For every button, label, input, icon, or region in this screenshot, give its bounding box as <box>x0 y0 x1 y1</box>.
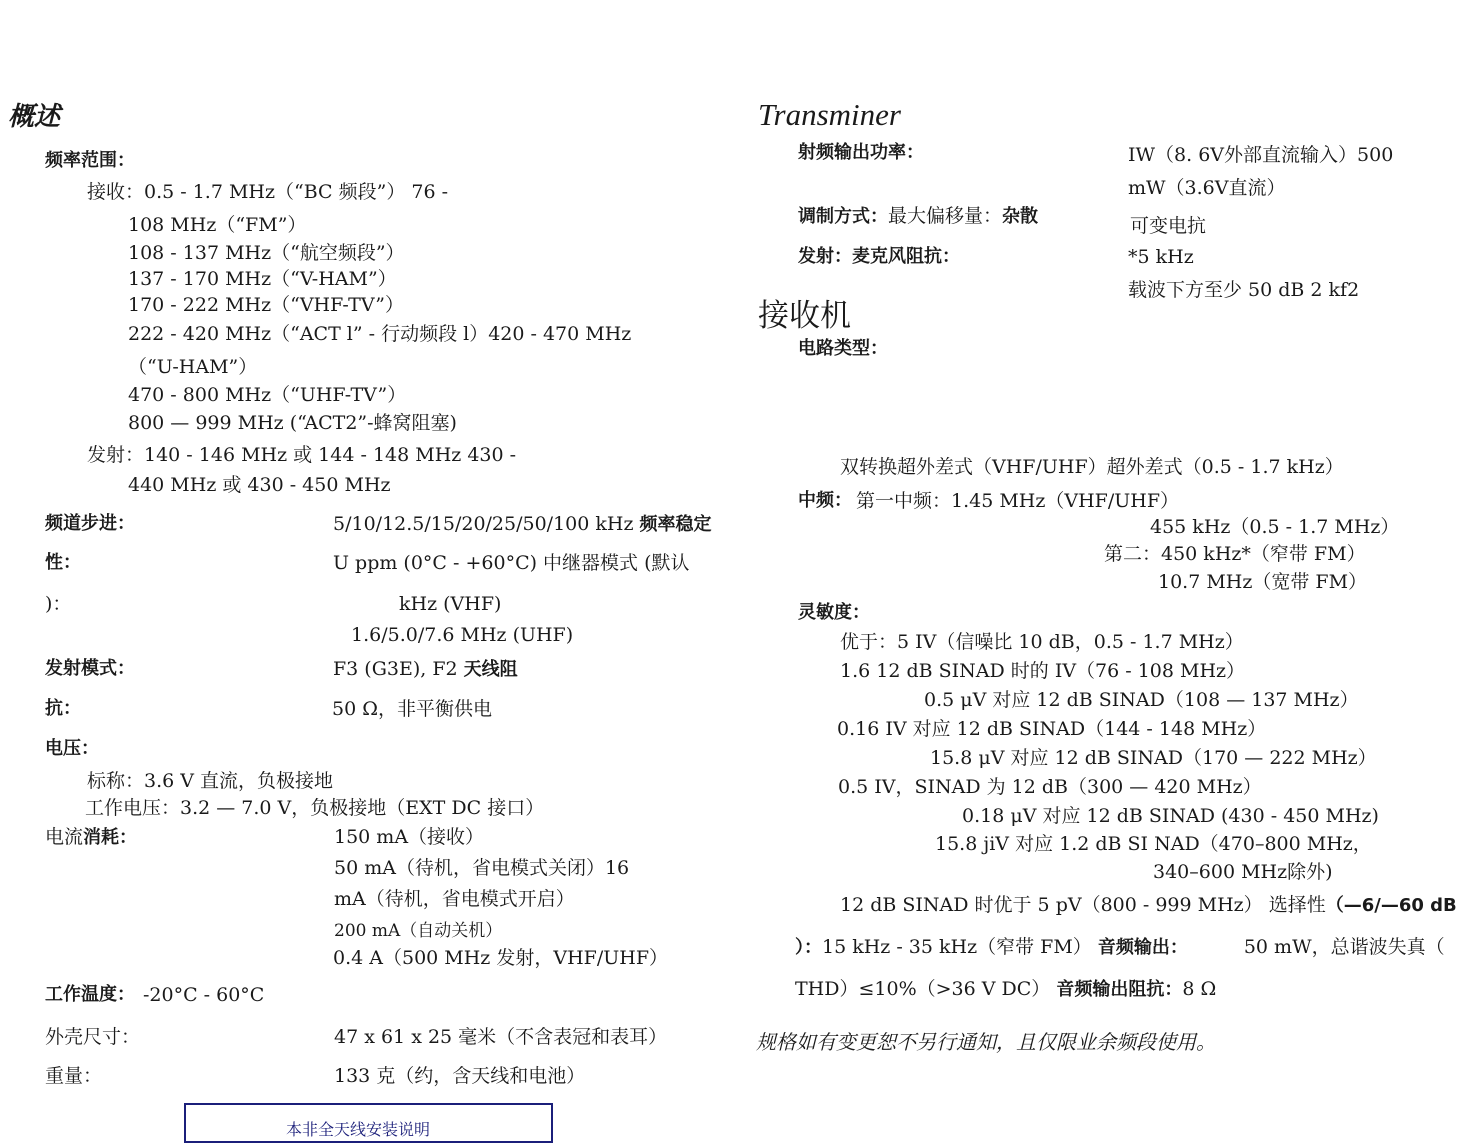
selectivity-label-end: ）： <box>795 937 822 958</box>
antenna-impedance-label-end: 抗： <box>45 698 81 719</box>
spurious-label: 杂散 <box>1002 206 1039 227</box>
circuit-type-value: 双转换超外差式（VHF/UHF）超外差式（0.5 - 1.7 kHz） <box>840 456 1344 478</box>
modulation-line <box>798 204 1038 229</box>
modulation-label: 调制方式： <box>798 206 888 227</box>
rx-range-line-9: 800 — 999 MHz (“ACT2”-蜂窝阻塞) <box>128 412 457 434</box>
section-heading-receiver: 接收机 <box>758 298 851 334</box>
sensitivity-5: 15.8 μV 对应 12 dB SINAD（170 — 222 MHz） <box>930 747 1377 769</box>
freq-stability-label-part: 频率稳定 <box>639 514 712 535</box>
audio-impedance-label: 音频输出阻抗： <box>1056 979 1183 1000</box>
rf-power-label: 射频输出功率： <box>798 142 924 163</box>
repeater-label-end: )： <box>45 593 72 615</box>
if-value-3: 第二：450 kHz*（窄带 FM） <box>1104 543 1366 565</box>
antenna-impedance-value: 50 Ω，非平衡供电 <box>332 698 492 720</box>
emission-mic-label: 发射：麦克风阻抗： <box>798 246 960 267</box>
channel-step-value <box>333 512 712 537</box>
disclaimer-note: 规格如有变更恕不另行通知，且仅限业余频段使用。 <box>756 1030 1216 1054</box>
weight-label: 重量： <box>45 1065 103 1087</box>
spurious-value: 载波下方至少 50 dB 2 kf2 <box>1128 279 1360 301</box>
audio-output-label: 音频输出： <box>1097 937 1188 958</box>
rf-power-value-2: mW（3.6V直流） <box>1128 177 1286 199</box>
current-label-bold: 消耗： <box>83 827 138 848</box>
modulation-value: 可变电抗 <box>1130 215 1207 237</box>
rx-range-line-4: 137 - 170 MHz（“V-HAM”） <box>128 268 397 290</box>
circuit-type-label: 电路类型： <box>798 338 888 359</box>
sensitivity-6: 0.5 IV，SINAD 为 12 dB（300 — 420 MHz） <box>838 776 1262 798</box>
section-heading-transmitter: Transminer <box>758 97 901 132</box>
thd-value: THD）≤10%（>36 V DC） <box>795 978 1057 1000</box>
current-value-2: 50 mA（待机，省电模式关闭）16 <box>334 857 630 879</box>
section-heading-overview: 概述 <box>8 102 61 132</box>
weight-value: 133 克（约，含天线和电池） <box>334 1065 586 1087</box>
sensitivity-2: 1.6 12 dB SINAD 时的 IV（76 - 108 MHz） <box>840 660 1246 682</box>
temp-label: 工作温度： <box>45 984 135 1005</box>
selectivity-label: （—6/—60 dB <box>1325 895 1457 916</box>
current-value-5: 0.4 A（500 MHz 发射，VHF/UHF） <box>333 947 668 969</box>
current-value-1: 150 mA（接收） <box>334 826 485 848</box>
sensitivity-10: 12 dB SINAD 时优于 5 pV（800 - 999 MHz） 选择性 <box>840 894 1326 916</box>
sensitivity-label: 灵敏度： <box>798 602 870 623</box>
rx-range-line-3: 108 - 137 MHz（“航空频段”） <box>128 242 405 264</box>
current-label-text: 电流 <box>45 826 84 848</box>
current-value-4: 200 mA（自动关机） <box>334 921 503 941</box>
sensitivity-4: 0.16 IV 对应 12 dB SINAD（144 - 148 MHz） <box>837 718 1267 740</box>
rx-range-line-1: 接收：0.5 - 1.7 MHz（“BC 频段”） 76 - <box>87 181 449 203</box>
repeater-value-uhf: 1.6/5.0/7.6 MHz (UHF) <box>351 624 574 646</box>
voltage-label: 电压： <box>45 738 99 759</box>
sensitivity-8: 15.8 jiV 对应 1.2 dB SI NAD（470–800 MHz， <box>935 833 1372 855</box>
tx-mode-label: 发射模式： <box>45 658 135 679</box>
rx-range-line-2: 108 MHz（“FM”） <box>128 214 307 236</box>
freq-range-label: 频率范围： <box>45 150 135 171</box>
voltage-nominal: 标称：3.6 V 直流，负极接地 <box>87 770 334 792</box>
antenna-impedance-label-part: 天线阻 <box>463 659 518 680</box>
max-deviation-label: 最大偏移量： <box>888 205 1003 227</box>
audio-output-value: 50 mW，总谐波失真（ <box>1243 936 1445 958</box>
note-box-text: 本非全天线安装说明 <box>286 1120 431 1139</box>
audio-impedance-line <box>795 977 1216 1002</box>
sensitivity-9: 340–600 MHz除外) <box>1153 861 1333 883</box>
channel-step-label: 频道步进： <box>45 513 135 534</box>
if-label: 中频： <box>798 490 852 511</box>
current-value-3: mA（待机，省电模式开启） <box>334 888 575 910</box>
audio-output-line <box>795 935 1445 960</box>
tx-mode-value <box>333 657 518 682</box>
note-box <box>184 1103 553 1143</box>
rx-range-line-7: （“U-HAM”） <box>128 356 258 378</box>
freq-stability-value: U ppm (0°C - +60°C) 中继器模式 (默认 <box>333 552 690 574</box>
temp-value: -20°C - 60°C <box>143 984 265 1006</box>
sensitivity-7: 0.18 μV 对应 12 dB SINAD (430 - 450 MHz) <box>962 805 1379 827</box>
selectivity-line <box>840 893 1457 918</box>
size-value: 47 x 61 x 25 毫米（不含表冠和表耳） <box>334 1026 668 1048</box>
if-value-2: 455 kHz（0.5 - 1.7 MHz） <box>1150 516 1400 538</box>
audio-impedance-value: 8 Ω <box>1182 978 1217 1000</box>
tx-mode-value-text: F3 (G3E), F2 <box>333 658 464 680</box>
selectivity-value: 15 kHz - 35 kHz（窄带 FM） <box>822 936 1098 958</box>
rf-power-value-1: IW（8. 6V外部直流输入）500 <box>1128 144 1394 166</box>
sensitivity-1: 优于：5 IV（信噪比 10 dB，0.5 - 1.7 MHz） <box>840 631 1244 653</box>
freq-stability-label-end: 性： <box>45 552 81 573</box>
if-value-4: 10.7 MHz（宽带 FM） <box>1158 571 1368 593</box>
current-label <box>45 825 137 850</box>
deviation-value: *5 kHz <box>1128 246 1194 268</box>
rx-range-line-5: 170 - 222 MHz（“VHF-TV”） <box>128 294 404 316</box>
repeater-value-vhf: kHz (VHF) <box>399 593 502 615</box>
tx-range-line-1: 发射：140 - 146 MHz 或 144 - 148 MHz 430 - <box>87 444 517 466</box>
size-label: 外壳尺寸： <box>45 1026 141 1048</box>
voltage-working: 工作电压：3.2 — 7.0 V，负极接地（EXT DC 接口） <box>85 797 545 819</box>
sensitivity-3: 0.5 μV 对应 12 dB SINAD（108 — 137 MHz） <box>924 689 1359 711</box>
rx-range-line-8: 470 - 800 MHz（“UHF-TV”） <box>128 384 407 406</box>
tx-range-line-2: 440 MHz 或 430 - 450 MHz <box>128 474 391 496</box>
if-value-1: 第一中频：1.45 MHz（VHF/UHF） <box>856 490 1180 512</box>
rx-range-line-6: 222 - 420 MHz（“ACT l” - 行动频段 l）420 - 470 MHz <box>128 323 632 345</box>
channel-step-value-text: 5/10/12.5/15/20/25/50/100 kHz <box>333 513 640 535</box>
